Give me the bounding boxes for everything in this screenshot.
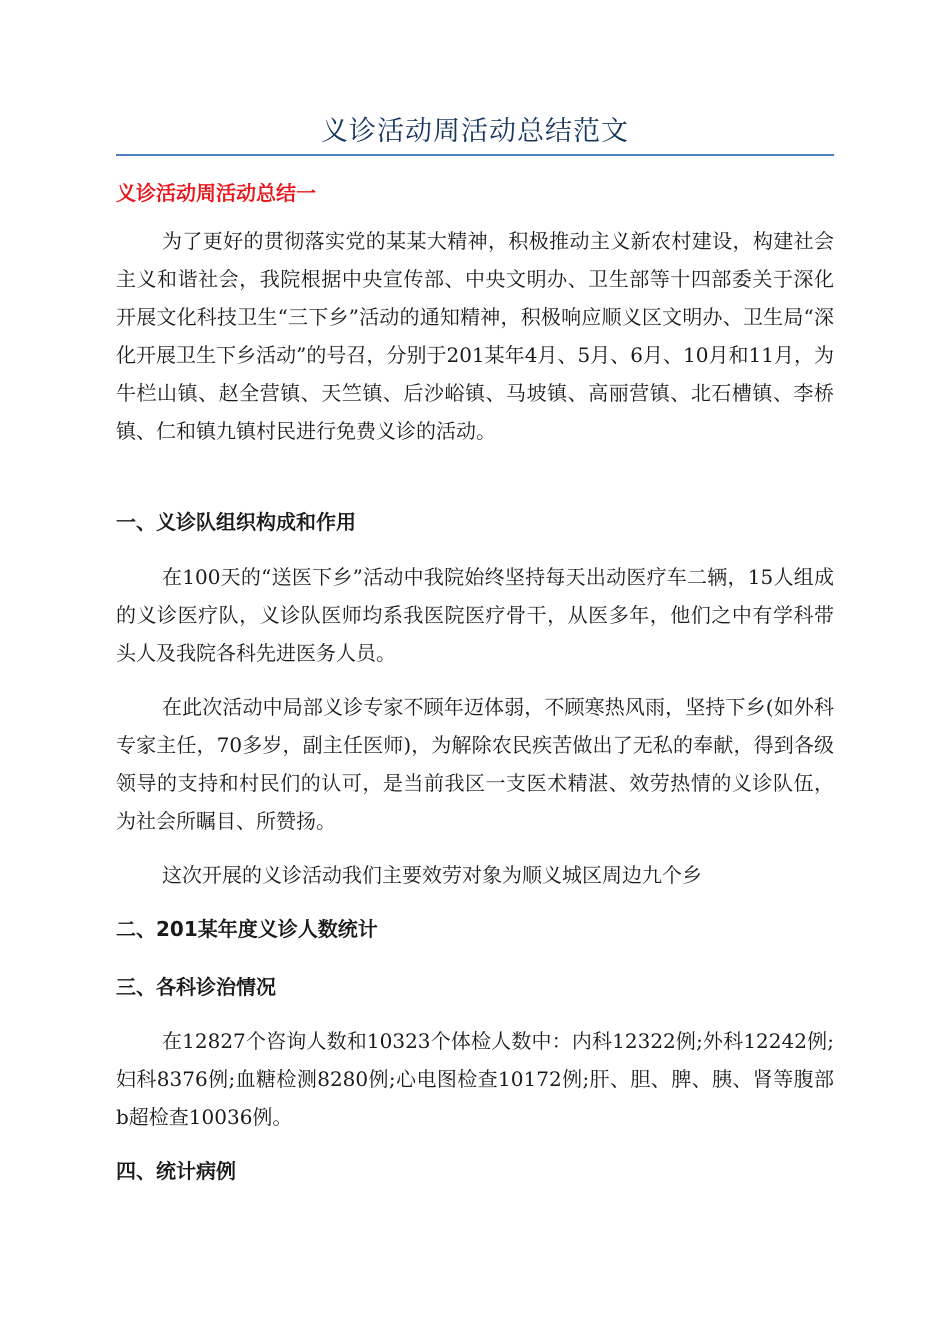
document-title: 义诊活动周活动总结范文 bbox=[321, 116, 629, 147]
title-underline bbox=[116, 154, 834, 156]
section-heading-departments: 三、各科诊治情况 bbox=[116, 975, 276, 999]
organization-paragraph-2: 在此次活动中局部义诊专家不顾年迈体弱，不顾寒热风雨，坚持下乡(如外科专家主任，70多岁，副主任医师)，为解除农民疾苦做出了无私的奉献，得到各级领导的支持和村民们的认可，是当前我区一支医术精湛、效劳热情的义诊队伍，为社会所瞩目、所赞扬。 bbox=[116, 695, 834, 833]
section-heading-cases: 四、统计病例 bbox=[116, 1159, 236, 1183]
summary-subtitle: 义诊活动周活动总结一 bbox=[116, 181, 316, 205]
intro-paragraph: 为了更好的贯彻落实党的某某大精神，积极推动主义新农村建设，构建社会主义和谐社会，我院根据中央宣传部、中央文明办、卫生部等十四部委关于深化开展文化科技卫生“三下乡”活动的通知精神，积极响应顺义区文明办、卫生局“深化开展卫生下乡活动”的号召，分别于201某年4月、5月、6月、10月和11月，为牛栏山镇、赵全营镇、天竺镇、后沙峪镇、马坡镇、高丽营镇、北石槽镇、李桥镇、仁和镇九镇村民进行免费义诊的活动。 bbox=[116, 229, 834, 443]
organization-paragraph-3: 这次开展的义诊活动我们主要效劳对象为顺义城区周边九个乡 bbox=[162, 863, 702, 887]
organization-paragraph-1: 在100天的“送医下乡”活动中我院始终坚持每天出动医疗车二辆，15人组成的义诊医疗队，义诊队医师均系我医院医疗骨干，从医多年，他们之中有学科带头人及我院各科先进医务人员。 bbox=[116, 565, 834, 665]
section-heading-organization: 一、义诊队组织构成和作用 bbox=[116, 510, 356, 534]
section-heading-statistics: 二、201某年度义诊人数统计 bbox=[116, 917, 378, 941]
departments-paragraph: 在12827个咨询人数和10323个体检人数中：内科12322例;外科12242例;妇科8376例;血糖检测8280例;心电图检查10172例;肝、胆、脾、胰、肾等腹部b超检查10036例。 bbox=[116, 1029, 834, 1129]
